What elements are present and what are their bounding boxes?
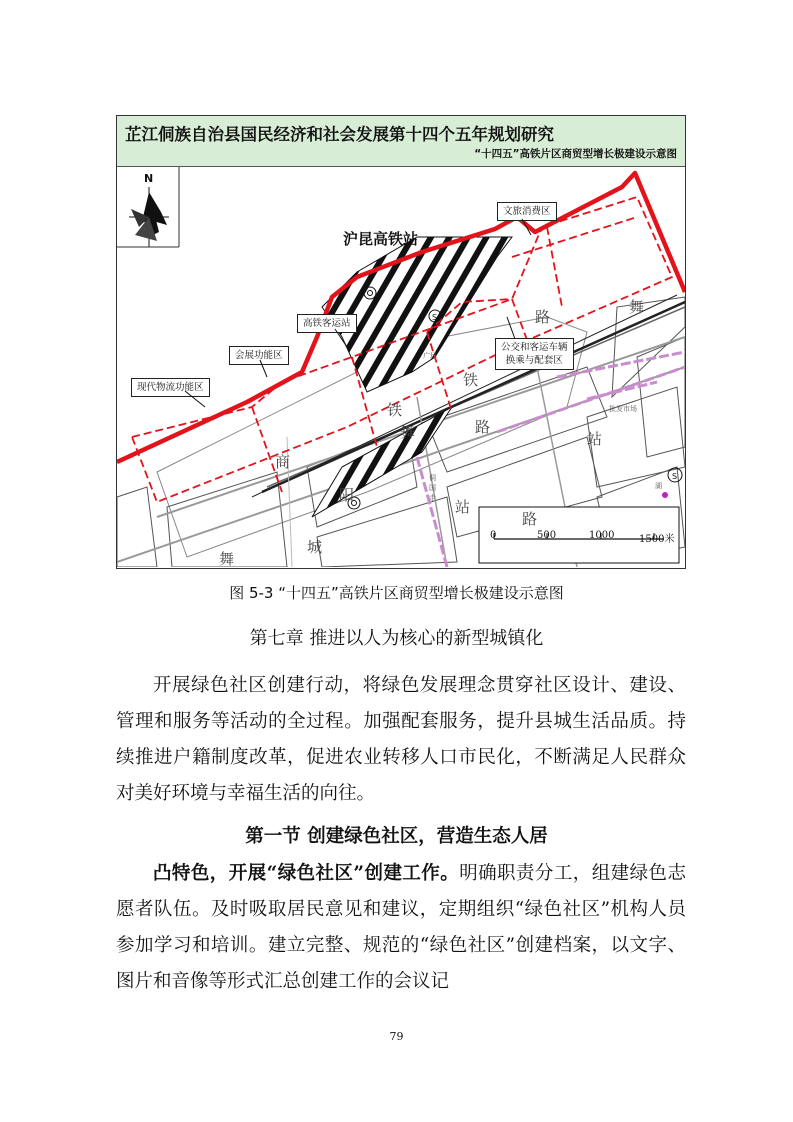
scale-tick-1000: 1000 (589, 530, 615, 541)
callout-transit-line2: 换乘与配套区 (505, 355, 563, 366)
scale-tick-0: 0 (490, 530, 497, 541)
scale-tick-500: 500 (537, 530, 557, 541)
figure-banner-subtitle: “十四五”高铁片区商贸型增长极建设示意图 (474, 148, 677, 160)
scale-tick-1500: 1500米 (639, 534, 675, 545)
paragraph-1: 开展绿色社区创建行动，将绿色发展理念贯穿社区设计、建设、管理和服务等活动的全过程。加强配套服务，提升县城生活品质。持续推进户籍制度改革，促进农业转移人口市民化，不断满足人民群众对美好环境与幸福生活的向往。 (116, 675, 686, 804)
map-drawing (117, 167, 685, 567)
callout-transit-line1: 公交和客运车辆 (501, 342, 568, 353)
paragraph-2-body: 明确职责分工，组建绿色志愿者队伍。及时吸取居民意见和建议，定期组织“绿色社区”机构人员参加学习和培训。建立完整、规范的“绿色社区”创建档案，以文字、图片和音像等形式汇总创建工作的会议记 (116, 863, 686, 992)
road-char-i: 阳 (339, 486, 355, 504)
road-char-l: 舞 (219, 550, 235, 568)
road-char-h: 商 (275, 453, 291, 471)
callout-culture-tourism: 文旅消费区 (497, 202, 557, 221)
north-arrow (129, 187, 169, 247)
figure-banner-title: 芷江侗族自治县国民经济和社会发展第十四个五年规划研究 (125, 125, 554, 144)
map-label-park1: 侗 (429, 474, 436, 482)
road-char-b: 舞 (629, 298, 645, 316)
map-label-lake: 湖 (655, 482, 662, 490)
road-char-m: 城 (307, 538, 323, 556)
paragraph-2 (116, 856, 686, 1000)
map-label-square: 广场 (423, 352, 437, 360)
svg-text:S: S (432, 313, 438, 322)
road-char-a: 路 (535, 308, 551, 326)
road-char-f: 路 (475, 418, 491, 436)
road-char-c: 铁 (463, 371, 479, 389)
chapter-title: 第七章 推进以人为核心的新型城镇化 (249, 628, 544, 649)
map-label-wholesale: 批发市场 (609, 405, 637, 413)
callout-hsr-station: 高铁客运站 (297, 314, 357, 333)
road-char-e: 舞 (400, 423, 416, 441)
callout-logistics: 现代物流功能区 (131, 378, 210, 397)
north-label: N (144, 172, 154, 185)
section-title: 第一节 创建绿色社区，营造生态人居 (245, 826, 548, 847)
map-figure (116, 115, 686, 569)
figure-caption: 图 5-3 “十四五”高铁片区商贸型增长极建设示意图 (229, 584, 564, 602)
road-char-k: 路 (522, 510, 538, 528)
road-char-j: 站 (455, 498, 471, 516)
callout-exhibition: 会展功能区 (229, 346, 289, 365)
callout-transit (495, 338, 574, 370)
svg-text:S: S (672, 472, 678, 481)
page-number: 79 (389, 1030, 404, 1043)
paragraph-2-lead: 凸特色，开展“绿色社区”创建工作。 (153, 863, 460, 884)
map-label-park2: 国 (429, 484, 436, 492)
figure-banner (117, 116, 685, 167)
road-char-g: 站 (587, 430, 603, 448)
road-char-d: 铁 (387, 401, 403, 419)
station-label: 沪昆高铁站 (343, 230, 419, 248)
map-label-park3: 走 (429, 494, 436, 502)
